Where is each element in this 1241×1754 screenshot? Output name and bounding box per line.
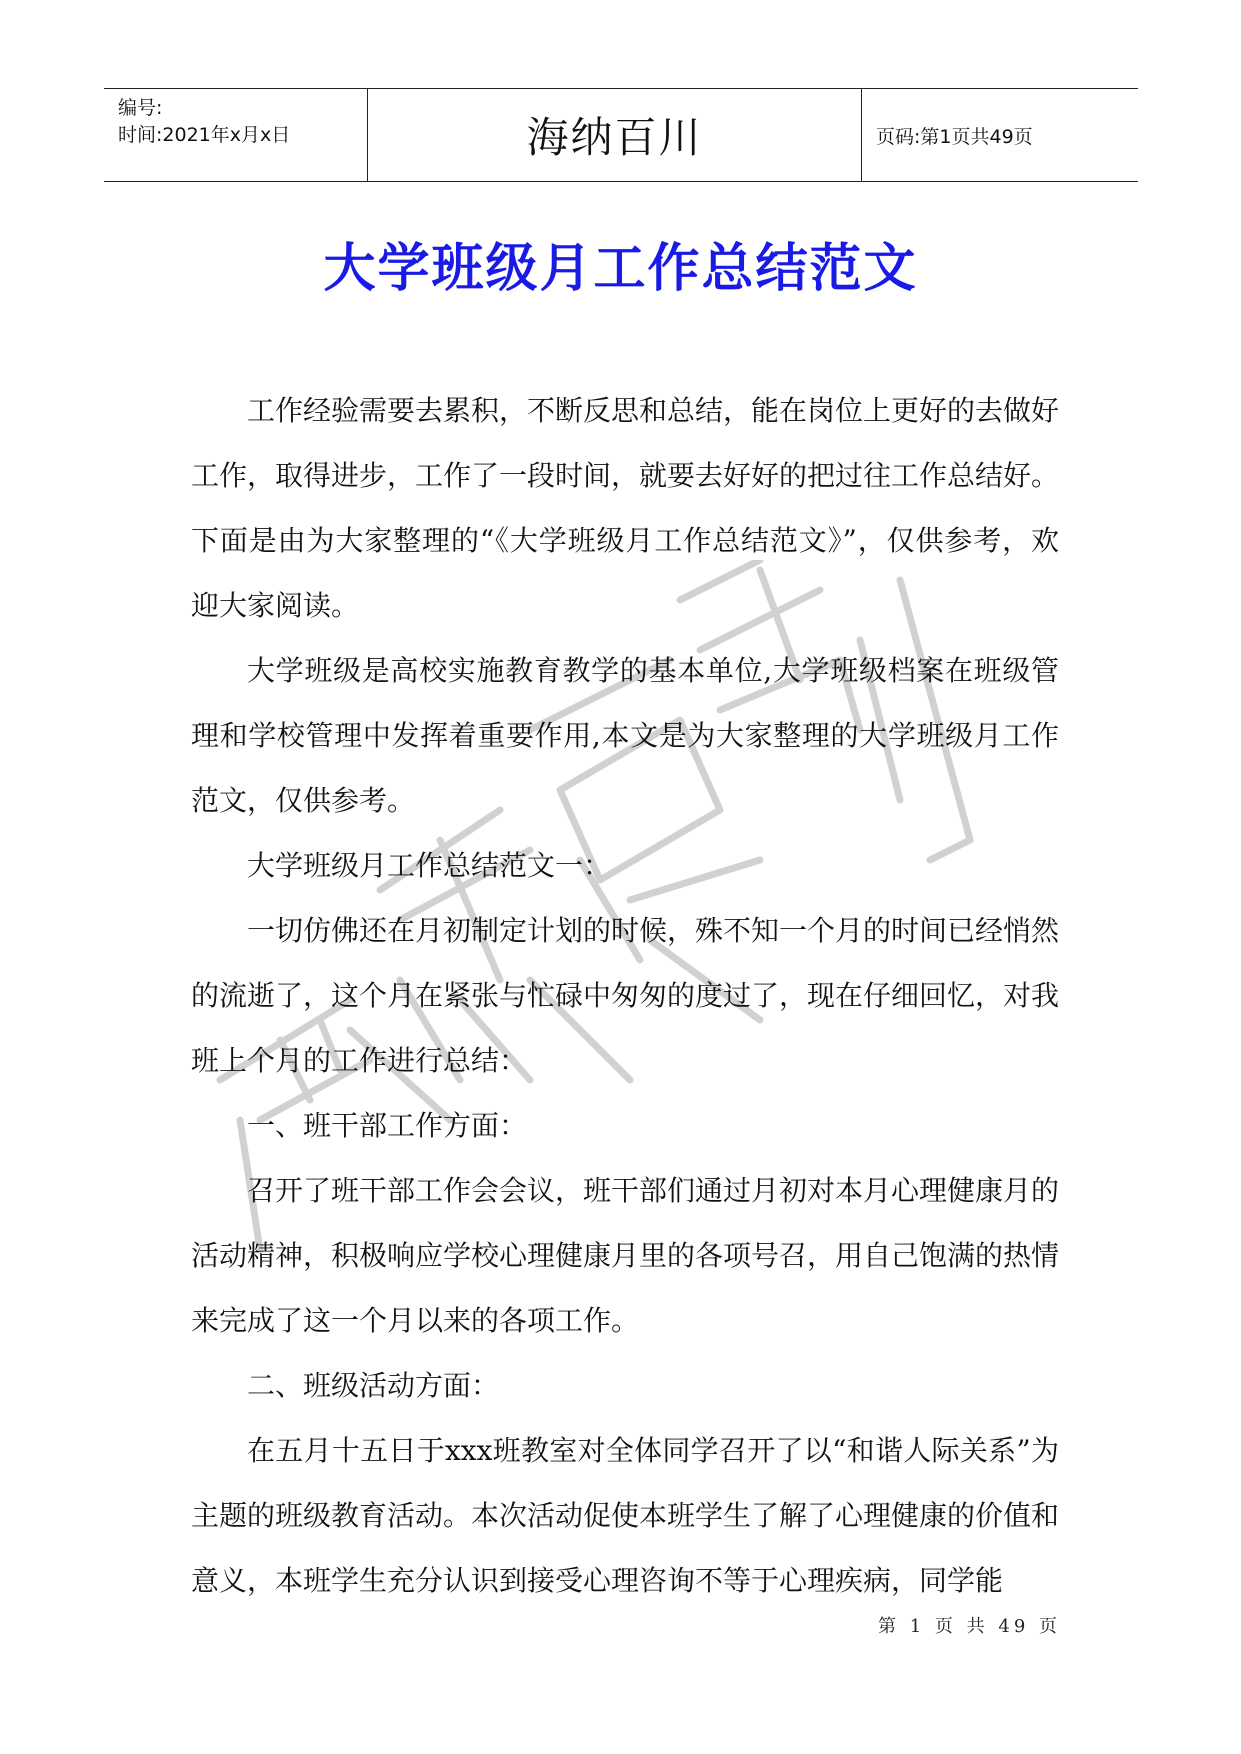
- header-page-number: 页码:第1页共49页: [876, 125, 1033, 148]
- section-heading: 一、班干部工作方面：: [247, 1109, 528, 1142]
- header-meta: [104, 89, 368, 181]
- document-title: 大学班级月工作总结范文: [323, 239, 918, 299]
- paragraph: 召开了班干部工作会会议，班干部们通过月初对本月心理健康月的活动精神，积极响应学校心理健康月里的各项号召，用自己饱满的热情来完成了这一个月以来的各项工作。: [191, 1174, 1060, 1337]
- header-brand: 海纳百川: [368, 89, 862, 181]
- paragraph: 一切仿佛还在月初制定计划的时候，殊不知一个月的时间已经悄然的流逝了，这个月在紧张与忙碌中匆匆的度过了，现在仔细回忆，对我班上个月的工作进行总结：: [191, 914, 1060, 1077]
- document-header: [104, 88, 1138, 182]
- section-heading: 大学班级月工作总结范文一：: [247, 849, 612, 882]
- number-label: 编号:: [118, 97, 163, 119]
- section-heading: 二、班级活动方面：: [247, 1369, 500, 1402]
- time-label: 时间:2021年x月x日: [118, 124, 291, 146]
- paragraph: 大学班级是高校实施教育教学的基本单位,大学班级档案在班级管理和学校管理中发挥着重要作用,本文是为大家整理的大学班级月工作范文，仅供参考。: [191, 654, 1059, 817]
- page-footer: 第 1 页 共 49 页: [878, 1616, 1061, 1637]
- document-body: [191, 378, 1059, 1613]
- paragraph: 工作经验需要去累积，不断反思和总结，能在岗位上更好的去做好工作，取得进步，工作了一段时间，就要去好好的把过往工作总结好。下面是由为大家整理的“《大学班级月工作总结范文》”，仅供参考，欢迎大家阅读。: [191, 394, 1060, 622]
- paragraph: 在五月十五日于xxx班教室对全体同学召开了以“和谐人际关系”为主题的班级教育活动。本次活动促使本班学生了解了心理健康的价值和意义，本班学生充分认识到接受心理咨询不等于心理疾病，同学能: [191, 1434, 1060, 1597]
